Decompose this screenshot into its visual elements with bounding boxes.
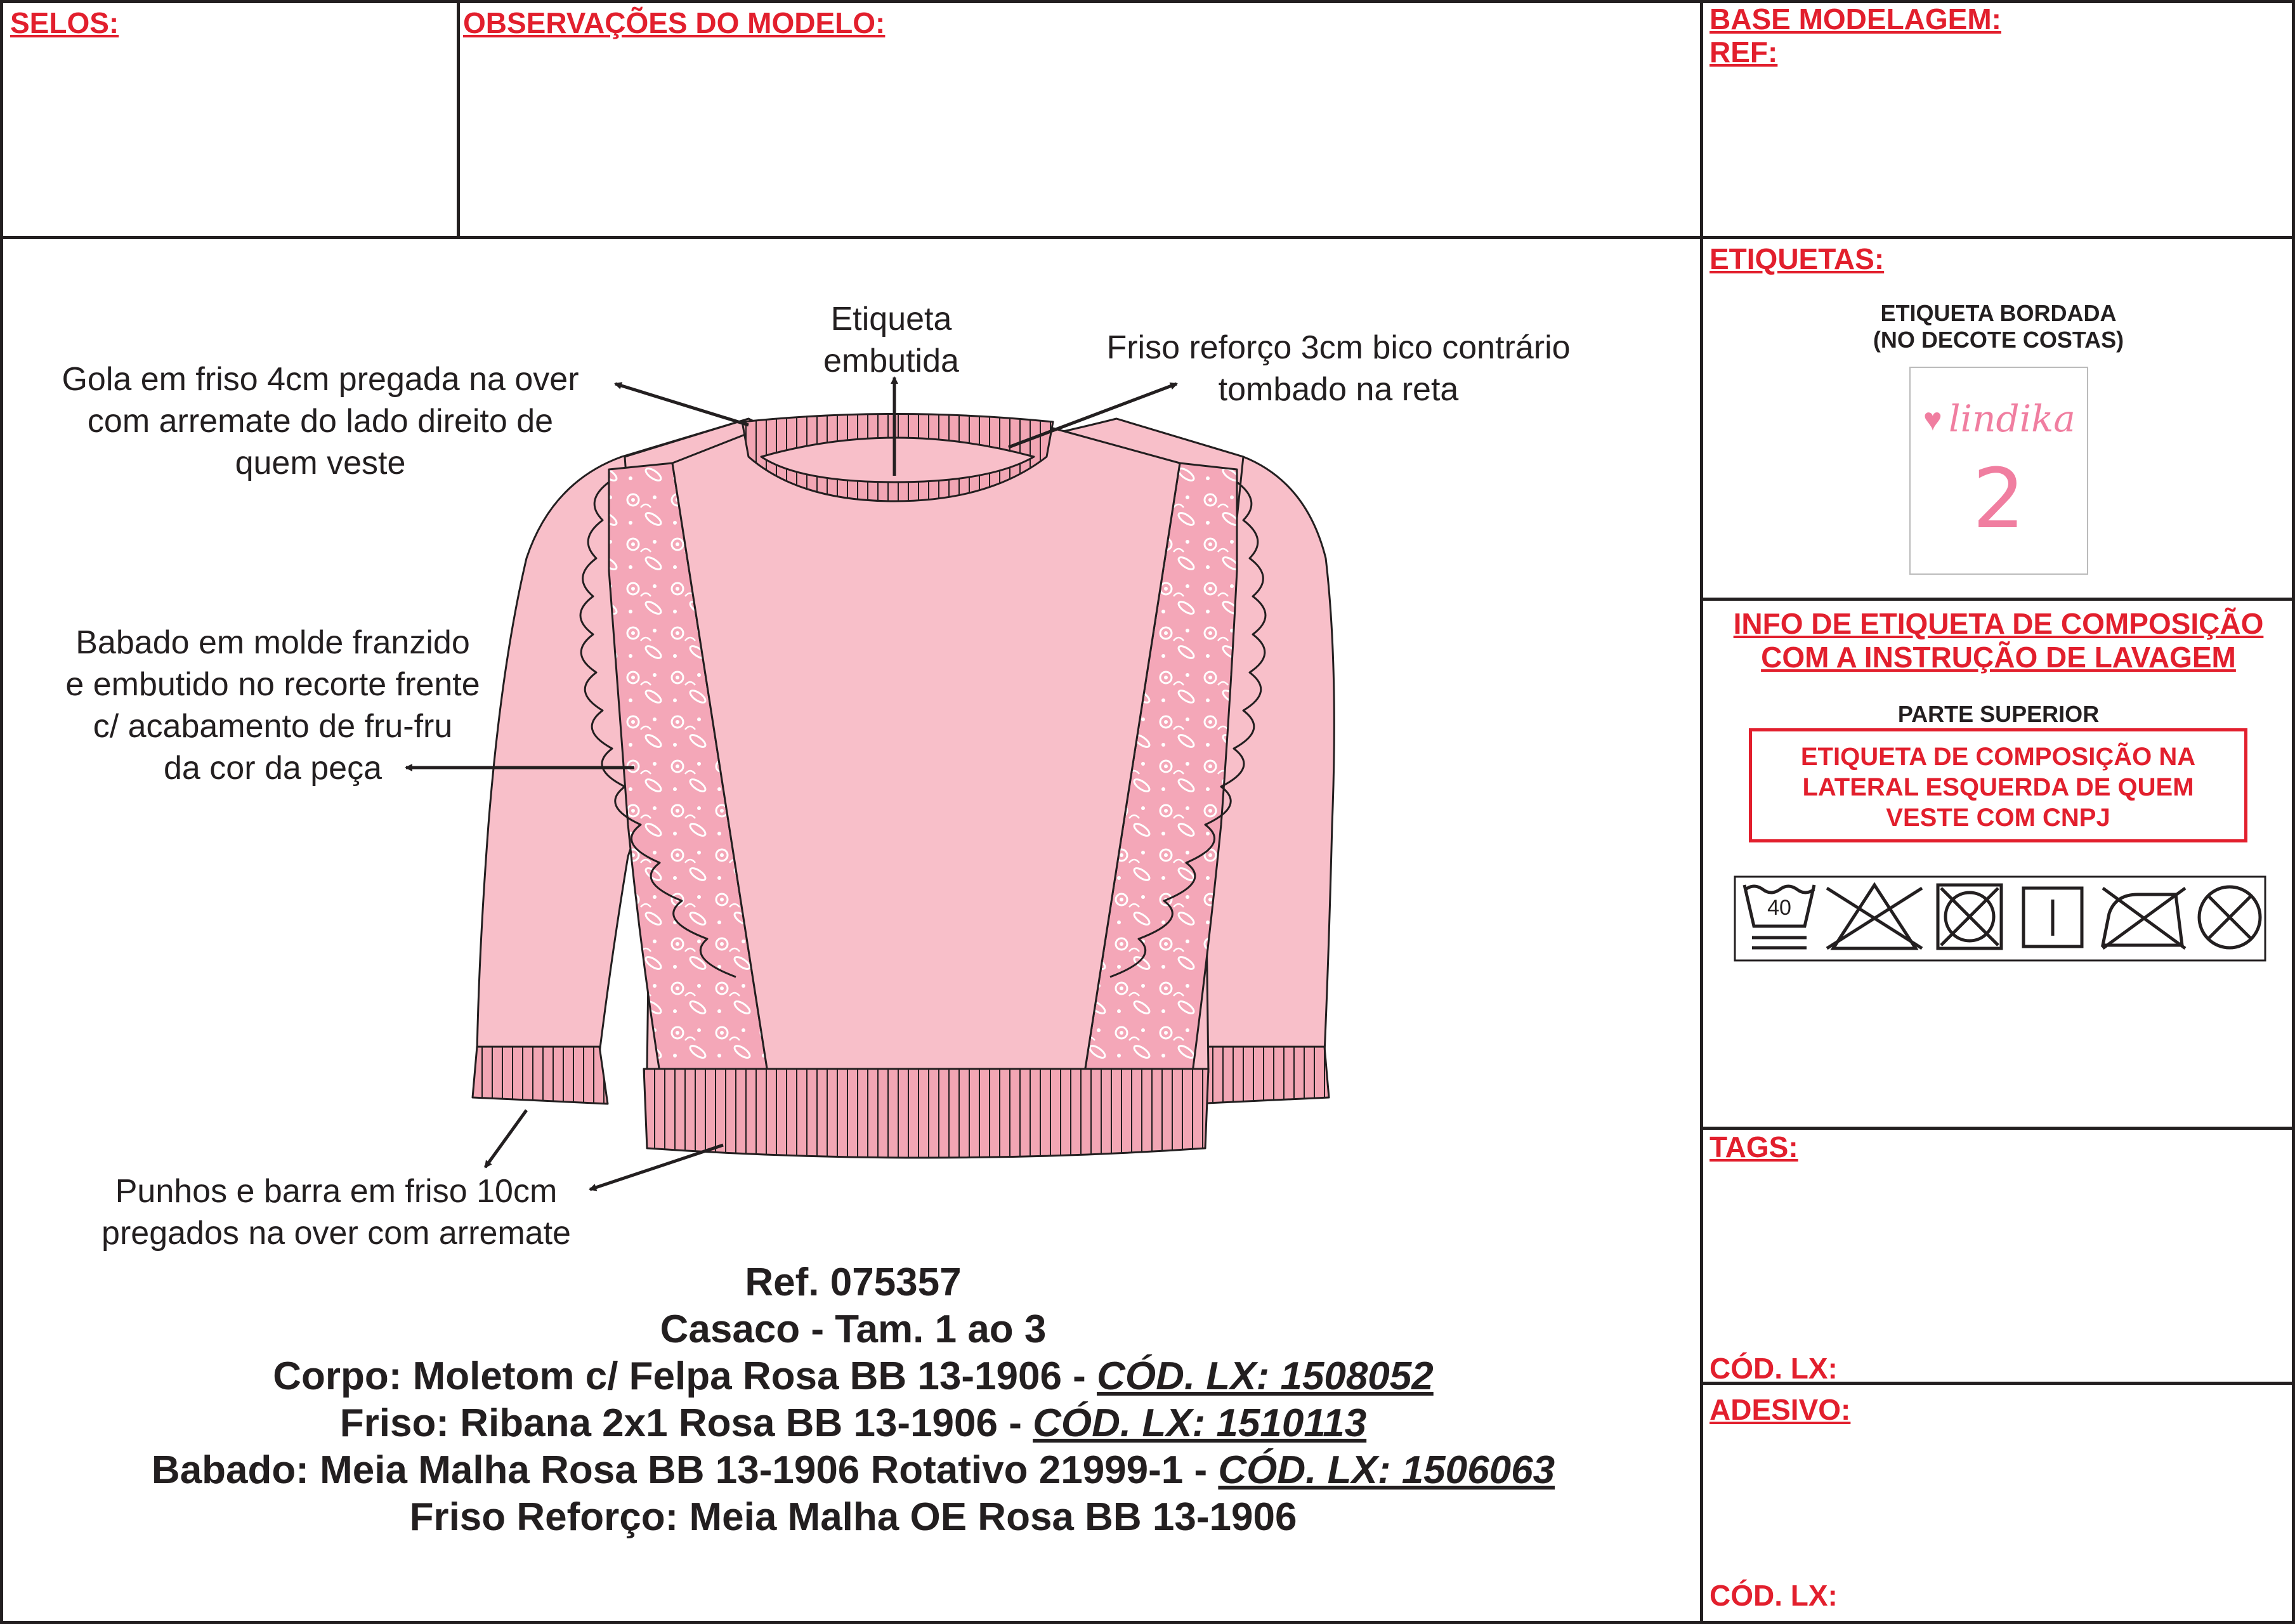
corpo-text: Corpo: Moletom c/ Felpa Rosa BB 13-1906 -	[273, 1354, 1097, 1398]
babado-cod: CÓD. LX: 1506063	[1218, 1448, 1555, 1492]
tags-cod-label: CÓD. LX:	[1710, 1352, 1838, 1385]
etiqueta-bordada-line-1: ETIQUETA BORDADA	[1880, 300, 2117, 326]
base-modelagem-label: BASE MODELAGEM:	[1710, 3, 2001, 36]
adesivo-label: ADESIVO:	[1710, 1393, 1851, 1426]
etiqueta-bordada-text	[1702, 300, 2295, 353]
punhos-line-2: pregados na over com arremate	[101, 1215, 571, 1252]
friso-cod: CÓD. LX: 1510113	[1033, 1401, 1367, 1445]
babado-line-3: c/ acabamento de fru-fru	[93, 708, 453, 745]
friso-text: Friso: Ribana 2x1 Rosa BB 13-1906 -	[339, 1401, 1033, 1445]
babado-line-4: da cor da peça	[163, 750, 383, 787]
left-cuff	[473, 1047, 608, 1104]
friso-reforco-note	[1040, 327, 1637, 410]
hem-band	[644, 1069, 1208, 1158]
punhos-note	[32, 1170, 641, 1254]
corpo-line	[0, 1353, 1706, 1400]
composicao-box-line-1: ETIQUETA DE COMPOSIÇÃO NA	[1800, 743, 2196, 771]
etiqueta-bordada-line-2: (NO DECOTE COSTAS)	[1873, 327, 2124, 353]
gola-note	[19, 358, 622, 484]
composicao-title-line-2: COM A INSTRUÇÃO DE LAVAGEM	[1761, 640, 2236, 674]
composicao-box	[1749, 728, 2247, 842]
etiqueta-note	[780, 298, 1002, 382]
gola-line-1: Gola em friso 4cm pregada na over	[62, 361, 579, 398]
right-cuff	[1194, 1047, 1329, 1104]
composicao-title-line-1: INFO DE ETIQUETA DE COMPOSIÇÃO	[1733, 607, 2264, 640]
etiqueta-line-1: Etiqueta	[830, 301, 952, 337]
composicao-box-line-3: VESTE COM CNPJ	[1886, 804, 2110, 832]
babado-line-1: Babado em molde franzido	[75, 624, 470, 661]
brand-label-patch	[1909, 367, 2088, 575]
gola-line-2: com arremate do lado direito de	[87, 403, 554, 440]
babado-line	[0, 1447, 1706, 1494]
adesivo-cod-label: CÓD. LX:	[1710, 1579, 1838, 1612]
ref-label: REF:	[1710, 36, 1778, 69]
gola-line-3: quem veste	[235, 445, 406, 481]
tags-label: TAGS:	[1710, 1130, 1798, 1163]
product-name: Casaco - Tam. 1 ao 3	[660, 1307, 1047, 1351]
friso-reforco-line: Friso Reforço: Meia Malha OE Rosa BB 13-1906	[409, 1495, 1297, 1539]
corpo-cod: CÓD. LX: 1508052	[1097, 1354, 1434, 1398]
heart-icon: ♥	[1923, 402, 1942, 437]
friso-line-2: tombado na reta	[1218, 371, 1459, 408]
ref-number: Ref. 075357	[745, 1261, 962, 1304]
friso-line-1: Friso reforço 3cm bico contrário	[1106, 329, 1571, 366]
size-number: 2	[1972, 450, 2025, 547]
friso-line	[0, 1400, 1706, 1447]
etiquetas-label: ETIQUETAS:	[1710, 242, 1885, 275]
brand-name: lindika	[1949, 397, 2076, 440]
wash-temp-label: 40	[1767, 896, 1791, 920]
punhos-line-1: Punhos e barra em friso 10cm	[115, 1173, 558, 1210]
composicao-title	[1702, 607, 2295, 674]
selos-label: SELOS:	[10, 6, 119, 39]
etiqueta-line-2: embutida	[823, 343, 959, 379]
observacoes-label: OBSERVAÇÕES DO MODELO:	[463, 6, 886, 39]
parte-superior-label: PARTE SUPERIOR	[1897, 701, 2100, 727]
babado-note	[25, 622, 520, 789]
composicao-box-line-2: LATERAL ESQUERDA DE QUEM	[1802, 773, 2194, 801]
babado-line-2: e embutido no recorte frente	[65, 666, 480, 703]
babado-text: Babado: Meia Malha Rosa BB 13-1906 Rotativo 21999-1 -	[151, 1448, 1219, 1492]
